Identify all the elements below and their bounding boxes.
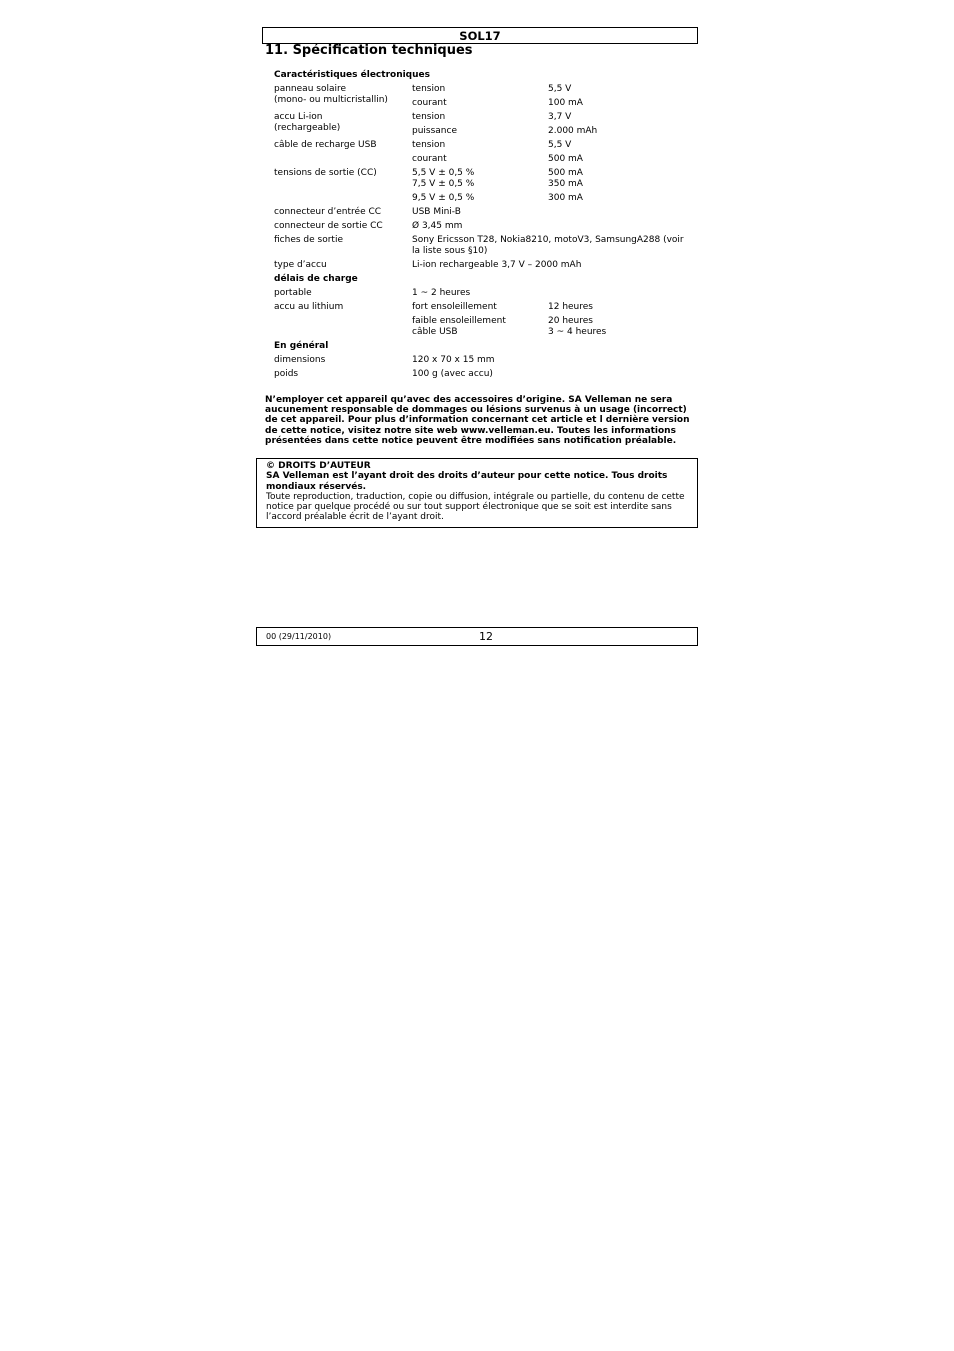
copyright-box xyxy=(256,458,698,528)
spec-values: 3,7 V 2.000 mAh xyxy=(548,112,598,136)
spec-row-dimensions xyxy=(274,355,694,369)
spec-value: USB Mini-B xyxy=(412,207,461,217)
spec-table xyxy=(274,70,694,383)
spec-label: type d’accu xyxy=(274,260,327,270)
spec-value: 100 g (avec accu) xyxy=(412,369,493,379)
spec-label: portable xyxy=(274,288,312,298)
section-title-text: Spécification techniques xyxy=(292,43,473,58)
spec-value: Li-ion rechargeable 3,7 V – 2000 mAh xyxy=(412,260,582,270)
revision-date: 00 (29/11/2010) xyxy=(266,632,332,641)
spec-params: tension courant xyxy=(412,140,447,164)
copyright-body: Toute reproduction, traduction, copie ou diffusion, intégrale ou partielle, du contenu de cette notice par quelque procédé ou sur tout support électronique que se soit est interdite sans l’accord préalable écrit de l’ayant droit. xyxy=(266,491,685,523)
spec-value: Ø 3,45 mm xyxy=(412,221,463,231)
copyright-content xyxy=(266,461,686,523)
spec-label: fiches de sortie xyxy=(274,235,343,245)
spec-values: 12 heures 20 heures 3 ~ 4 heures xyxy=(548,302,607,337)
spec-value: Sony Ericsson T28, Nokia8210, motoV3, SamsungA288 (voir la liste sous §10) xyxy=(412,235,684,256)
copyright-owner: SA Velleman est l’ayant droit des droits d’auteur pour cette notice. Tous droits mondiaux réservés. xyxy=(266,471,668,492)
spec-row-portable xyxy=(274,288,694,302)
copyright-title: © DROITS D’AUTEUR xyxy=(266,461,371,471)
spec-params: tension puissance xyxy=(412,112,457,136)
spec-label: accu au lithium xyxy=(274,302,344,312)
section-number: 11. xyxy=(265,43,289,58)
spec-label: connecteur de sortie CC xyxy=(274,221,383,231)
spec-label: dimensions xyxy=(274,355,326,365)
spec-row-battery-type xyxy=(274,260,694,274)
spec-row-weight xyxy=(274,369,694,383)
spec-params: 5,5 V ± 0,5 % 7,5 V ± 0,5 % 9,5 V ± 0,5 % xyxy=(412,168,475,203)
spec-row-input-connector xyxy=(274,207,694,221)
spec-label: panneau solaire (mono- ou multicristallin) xyxy=(274,84,388,105)
spec-params: fort ensoleillement faible ensoleillement câble USB xyxy=(412,302,506,337)
spec-row-battery xyxy=(274,112,694,140)
spec-row-solar-panel xyxy=(274,84,694,112)
page-number: 12 xyxy=(479,630,493,643)
spec-row-output-connector xyxy=(274,221,694,235)
section-title xyxy=(265,43,473,59)
spec-label: tensions de sortie (CC) xyxy=(274,168,377,178)
spec-row-output-plugs xyxy=(274,235,694,260)
spec-label: connecteur d’entrée CC xyxy=(274,207,382,217)
spec-row-lithium xyxy=(274,302,694,341)
spec-values: 5,5 V 500 mA xyxy=(548,140,583,164)
spec-label: câble de recharge USB xyxy=(274,140,377,150)
spec-params: tension courant xyxy=(412,84,447,108)
spec-values: 500 mA 350 mA 300 mA xyxy=(548,168,583,203)
spec-label: accu Li-ion (rechargeable) xyxy=(274,112,341,133)
usage-notice: N’employer cet appareil qu’avec des accessoires d’origine. SA Velleman ne sera aucunement responsable de dommages ou lésions survenus à un usage (incorrect) de cet appareil. Pour plus d’information concernant cet article et l dernière version de cette notice, visitez notre site web www.velleman.eu. Toutes les informations présentées dans cette notice peuvent être modifiées sans notification préalable. xyxy=(265,395,690,446)
spec-value: 1 ~ 2 heures xyxy=(412,288,471,298)
spec-row-usb-cable xyxy=(274,140,694,168)
spec-values: 5,5 V 100 mA xyxy=(548,84,583,108)
spec-row-output-voltages xyxy=(274,168,694,207)
electronics-heading: Caractéristiques électroniques xyxy=(274,70,430,80)
spec-value: 120 x 70 x 15 mm xyxy=(412,355,495,365)
general-heading: En général xyxy=(274,341,329,351)
model-name: SOL17 xyxy=(459,29,501,43)
charging-heading: délais de charge xyxy=(274,274,358,284)
spec-label: poids xyxy=(274,369,299,379)
model-header xyxy=(262,27,698,44)
page-footer xyxy=(256,627,698,646)
